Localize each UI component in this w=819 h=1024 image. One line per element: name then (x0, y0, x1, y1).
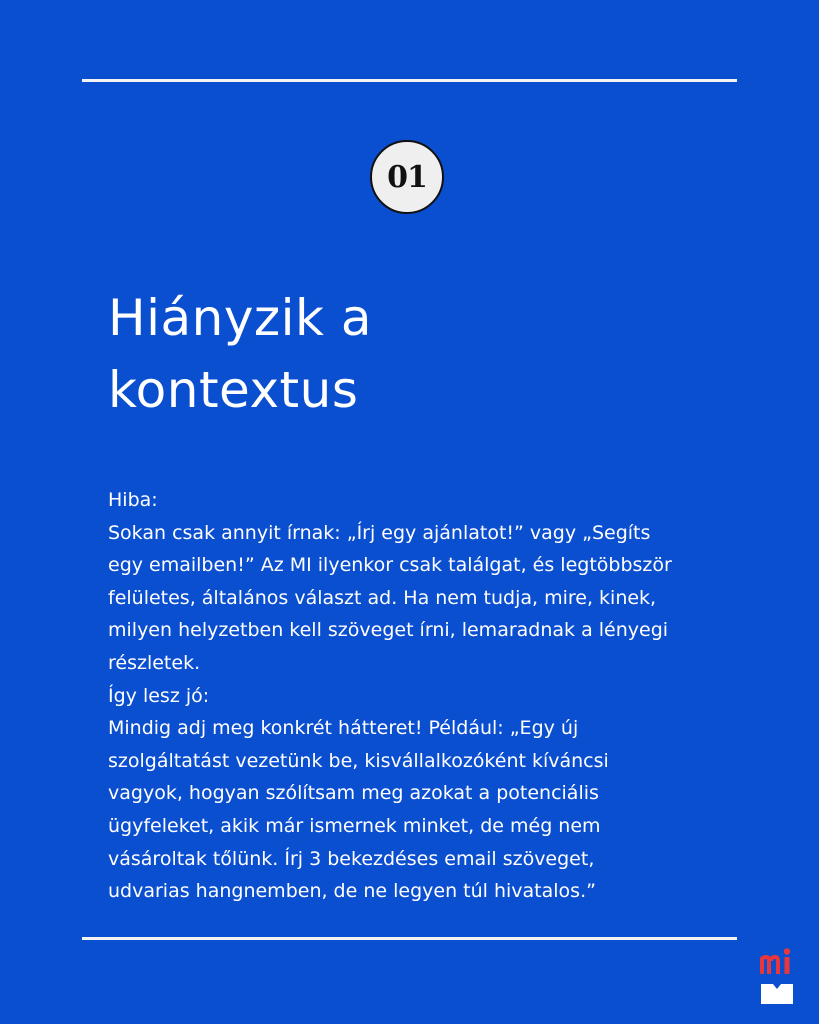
body-line: ügyfeleket, akik már ismernek minket, de még nem (108, 814, 601, 837)
body-line: vásároltak tőlünk. Írj 3 bekezdéses email szöveget, (108, 847, 595, 870)
body-line-error-label: Hiba: (108, 489, 158, 511)
body-line: Sokan csak annyit írnak: „Írj egy ajánlatot!” vagy „Segíts (108, 521, 651, 544)
step-number: 01 (387, 159, 427, 195)
title-line: Hiányzik a (108, 289, 373, 347)
body-line: felületes, általános választ ad. Ha nem tudja, mire, kinek, (108, 586, 657, 609)
page-title (108, 282, 728, 426)
body-line-solution-label: Így lesz jó: (108, 684, 210, 707)
step-number-badge (370, 140, 444, 214)
body-text (108, 484, 728, 908)
body-line: vagyok, hogyan szólítsam meg azokat a potenciális (108, 782, 599, 805)
top-divider (82, 79, 737, 82)
body-line: milyen helyzetben kell szöveget írni, lemaradnak a lényegi (108, 619, 669, 642)
body-line: szolgáltatást vezetünk be, kisvállalkozóként kíváncsi (108, 749, 609, 772)
body-line: udvarias hangnemben, de ne legyen túl hivatalos.” (108, 880, 596, 903)
body-line: egy emailben!” Az MI ilyenkor csak találgat, és legtöbbször (108, 554, 672, 577)
mi-logo-icon (760, 948, 794, 1006)
body-line: részletek. (108, 651, 201, 674)
body-line: Mindig adj meg konkrét hátteret! Például: „Egy új (108, 717, 579, 740)
title-line: kontextus (108, 361, 359, 419)
bottom-divider (82, 937, 737, 940)
